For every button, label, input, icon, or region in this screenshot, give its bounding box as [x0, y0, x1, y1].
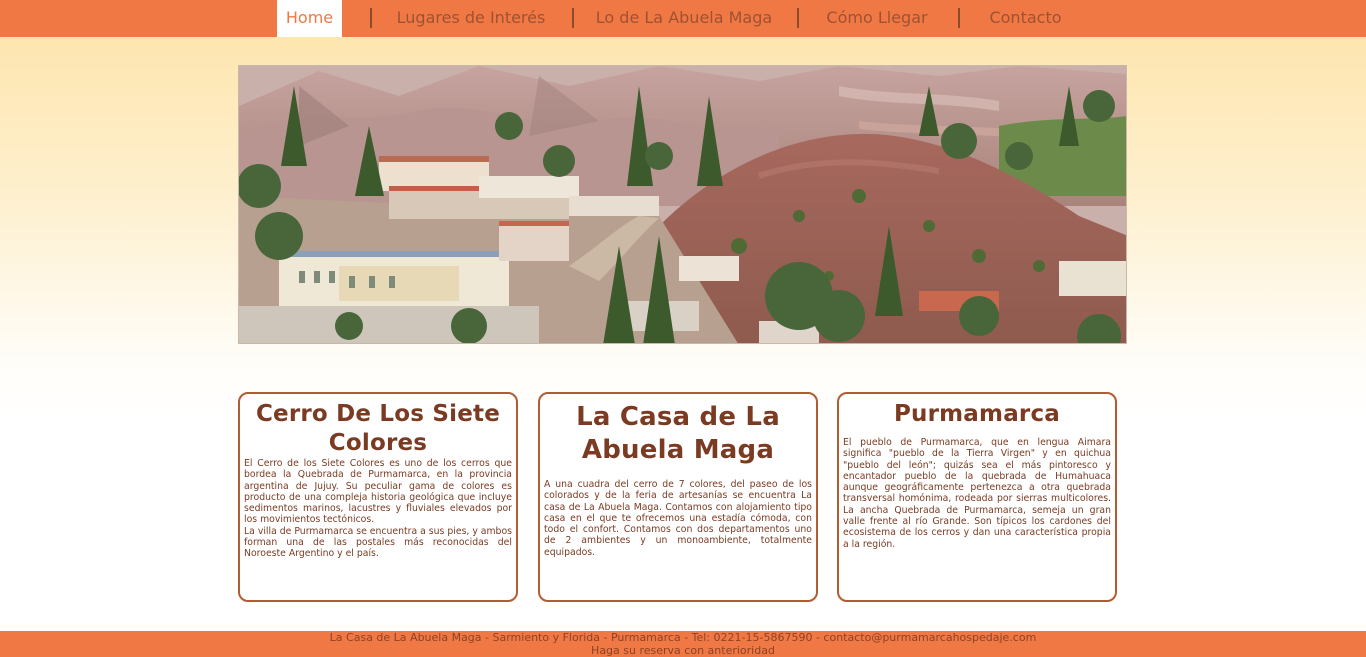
- footer: [0, 631, 1366, 657]
- nav-separator: [797, 8, 799, 28]
- nav-item-abuela-maga[interactable]: Lo de La Abuela Maga: [595, 8, 773, 27]
- nav-item-como-llegar[interactable]: Cómo Llegar: [826, 8, 928, 27]
- card-text: El pueblo de Purmamarca, que en lengua Aimara significa "pueblo de la Tierra Virgen" y en quichua "pueblo del león"; quizás sea el más pintoresco y encantador pueblo de la quebrada de Humahuaca aunque geográficamente pertenezca a otra quebrada transversal homónima, rodeada por sierras multicolores. La ancha Quebrada de Purmamarca, semeja un gran valle frente al río Grande. Son típicos los cardones del ecosistema de los cerros y dan una característica propia a la región.: [843, 437, 1111, 550]
- footer-note: Haga su reserva con anterioridad: [591, 644, 775, 657]
- nav-item-lugares[interactable]: Lugares de Interés: [396, 8, 546, 27]
- card-title: Purmamarca: [893, 401, 1061, 427]
- nav-separator: [572, 8, 574, 28]
- footer-contact: La Casa de La Abuela Maga - Sarmiento y Florida - Purmamarca - Tel: 0221-15-5867590 - contacto@purmamarcahospedaje.com: [329, 631, 1037, 644]
- nav-item-home[interactable]: Home: [277, 0, 342, 37]
- nav-separator: [370, 8, 372, 28]
- card-text: La villa de Purmamarca se encuentra a sus pies, y ambos forman una de las postales más reconocidas del Noroeste Argentino y el país.: [244, 525, 512, 560]
- card-title: Cerro De Los Siete Colores: [255, 401, 501, 456]
- nav-separator: [958, 8, 960, 28]
- card-text: El Cerro de los Siete Colores es uno de los cerros que bordea la Quebrada de Purmamarca, en la provincia argentina de Jujuy. Su peculiar gama de colores es producto de una compleja historia geológica que incluye sedimentos marinos, lacustres y fluviales elevados por los movimientos tectónicos.: [244, 458, 512, 526]
- card-cerro: [238, 392, 518, 602]
- card-title: La Casa de La Abuela Maga: [576, 402, 780, 465]
- card-casa-abuela: [538, 392, 818, 602]
- hero-image: [238, 65, 1127, 344]
- card-text: A una cuadra del cerro de 7 colores, del paseo de los colorados y de la feria de artesanías se encuentra La casa de La Abuela Maga. Contamos con alojamiento tipo casa en el que te ofrecemos una estadía cómoda, con todo el confort. Contamos con dos departamentos uno de 2 ambientes y un monoambiente, totalmente equipados.: [544, 479, 812, 558]
- nav-item-contacto[interactable]: Contacto: [989, 8, 1062, 27]
- top-nav: [0, 0, 1366, 37]
- card-purmamarca: [837, 392, 1117, 602]
